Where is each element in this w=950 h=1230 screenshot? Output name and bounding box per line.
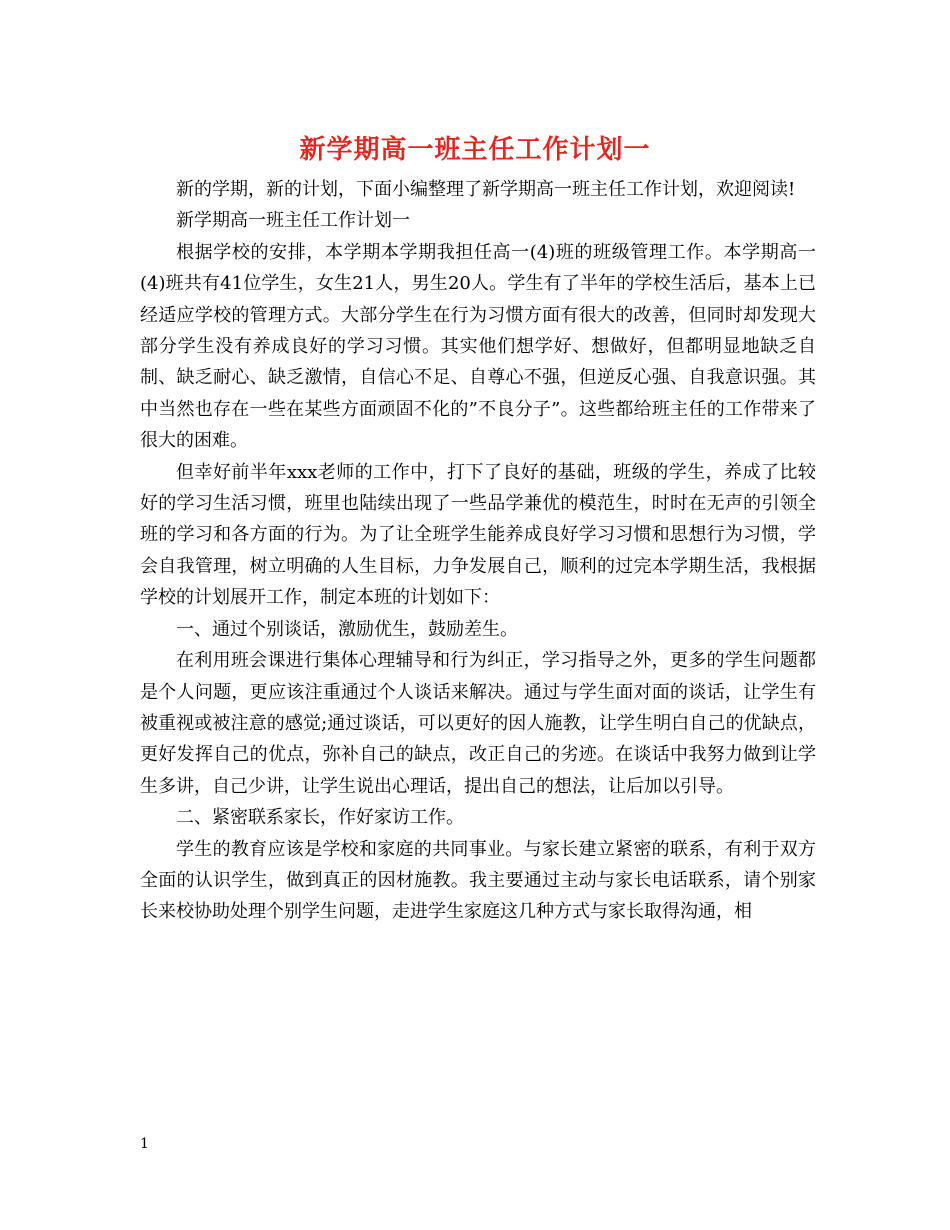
paragraph-parent-contact: 学生的教育应该是学校和家庭的共同事业。与家长建立紧密的联系，有利于双方全面的认识学生，做到真正的因材施教。我主要通过主动与家长电话联系，请个别家长来校协助处理个别学生问题，走进学生家庭这几种方式与家长取得沟通，相 <box>140 838 816 923</box>
section-heading-1: 一、通过个别谈话，激励优生，鼓励差生。 <box>176 618 518 640</box>
paragraph-intro: 新的学期，新的计划，下面小编整理了新学期高一班主任工作计划，欢迎阅读! <box>176 179 796 200</box>
page-number: 1 <box>140 1136 149 1152</box>
paragraph-foundation: 但幸好前半年xxx老师的工作中，打下了良好的基础，班级的学生，养成了比较好的学习生活习惯，班里也陆续出现了一些品学兼优的模范生，时时在无声的引领全班的学习和各方面的行为。为了让全班学生能养成良好学习习惯和思想行为习惯，学会自我管理，树立明确的人生目标，力争发展自己，顺利的过完本学期生活，我根据学校的计划展开工作，制定本班的计划如下： <box>140 461 816 609</box>
document-title: 新学期高一班主任工作计划一 <box>299 135 651 165</box>
document-body <box>140 174 816 928</box>
paragraph-subtitle: 新学期高一班主任工作计划一 <box>176 210 410 232</box>
section-heading-2: 二、紧密联系家长，作好家访工作。 <box>176 807 464 829</box>
paragraph-background: 根据学校的安排，本学期本学期我担任高一(4)班的班级管理工作。本学期高一(4)班共有41位学生，女生21人，男生20人。学生有了半年的学校生活后，基本上已经适应学校的管理方式。大部分学生在行为习惯方面有很大的改善，但同时却发现大部分学生没有养成良好的学习习惯。其实他们想学好、想做好，但都明显地缺乏自制、缺乏耐心、缺乏激情，自信心不足、自尊心不强，但逆反心强、自我意识强。其中当然也存在一些在某些方面顽固不化的”不良分子”。这些都给班主任的工作带来了很大的困难。 <box>140 241 816 452</box>
paragraph-individual-talks: 在利用班会课进行集体心理辅导和行为纠正，学习指导之外，更多的学生问题都是个人问题，更应该注重通过个人谈话来解决。通过与学生面对面的谈话，让学生有被重视或被注意的感觉;通过谈话，可以更好的因人施教，让学生明白自己的优缺点，更好发挥自己的优点，弥补自己的缺点，改正自己的劣迹。在谈话中我努力做到让学生多讲，自己少讲，让学生说出心理话，提出自己的想法，让后加以引导。 <box>140 650 816 797</box>
